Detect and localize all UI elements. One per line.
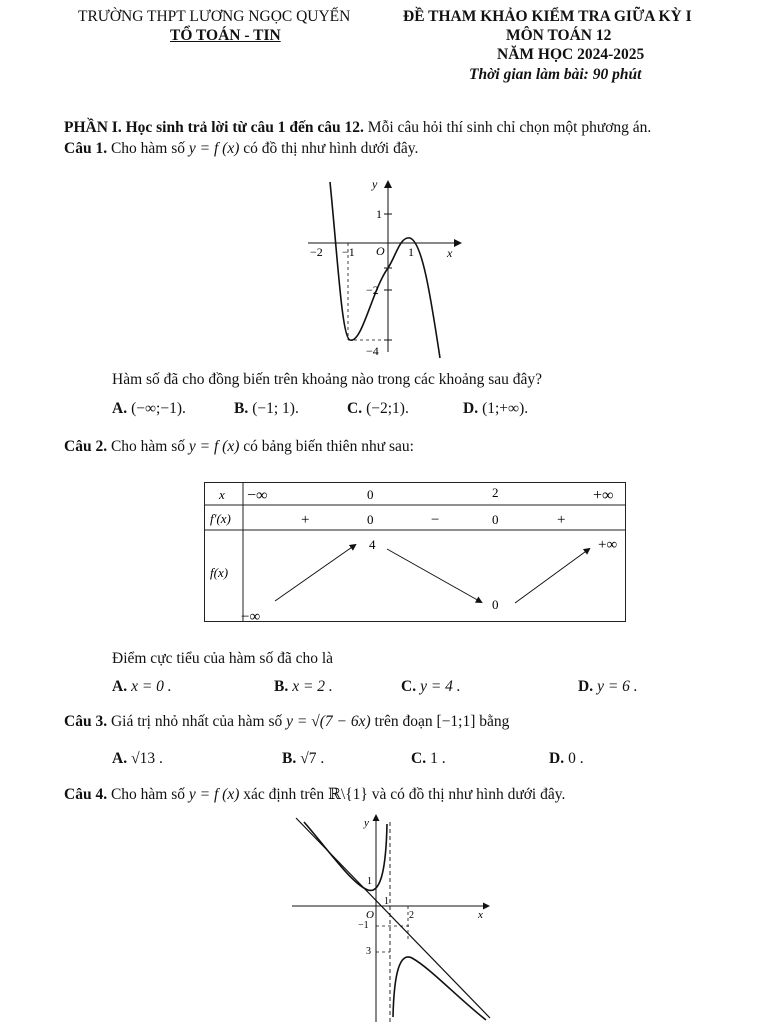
option-value: √7 . [300, 750, 325, 767]
answer-option-d[interactable] [578, 678, 638, 696]
derivative-sign: − [431, 512, 440, 528]
option-value: (−2;1). [366, 400, 409, 417]
y-axis-label: y [372, 177, 378, 191]
question-label: Câu 3. [64, 713, 108, 730]
derivative-sign: + [557, 512, 566, 528]
option-value: (−∞;−1). [131, 400, 186, 417]
function-expression: y = f (x) [188, 140, 240, 157]
answer-option-a[interactable] [112, 400, 186, 418]
option-key: C. [401, 678, 417, 695]
function-expression: y = f (x) [188, 786, 240, 803]
derivative-sign: + [301, 512, 310, 528]
exam-title: ĐỀ THAM KHẢO KIỂM TRA GIỮA KỲ I [403, 8, 692, 25]
question-text: Cho hàm số [107, 140, 189, 157]
option-value: (1;+∞). [482, 400, 529, 417]
origin-label: O [376, 244, 385, 258]
part-title: PHẦN I. Học sinh trả lời từ câu 1 đến câu 12. [64, 119, 364, 136]
tick-label: 2 [409, 910, 414, 921]
question-text: bằng [475, 713, 510, 730]
question-3-stem [64, 713, 509, 731]
option-value: x = 2 . [292, 678, 333, 695]
question-text: Cho hàm số [107, 438, 189, 455]
tick-label: −1 [358, 920, 369, 931]
question-text: Cho hàm số [107, 786, 189, 803]
subject: MÔN TOÁN 12 [506, 27, 612, 44]
school-year: NĂM HỌC 2024-2025 [497, 46, 645, 63]
tick-label: 1 [376, 207, 382, 221]
tick-label: 1 [408, 245, 414, 259]
variation-table [204, 482, 626, 622]
option-key: D. [549, 750, 565, 767]
increase-arrow [515, 549, 589, 603]
school-name: TRƯỜNG THPT LƯƠNG NGỌC QUYẾN [78, 8, 351, 25]
origin-label: O [366, 909, 374, 921]
part-heading [64, 119, 651, 137]
answer-option-c[interactable] [401, 678, 461, 696]
tick-label: −4 [366, 344, 379, 358]
tick-label: −2 [310, 245, 323, 259]
tick-label: −2 [366, 283, 379, 297]
answer-option-b[interactable] [282, 750, 324, 768]
tick-label: −1 [342, 245, 355, 259]
domain: ℝ\{1} [328, 786, 368, 803]
part-instruction: Mỗi câu hỏi thí sinh chỉ chọn một phương án. [363, 119, 652, 136]
x-axis-label: x [478, 909, 483, 921]
answer-option-b[interactable] [274, 678, 333, 696]
answer-option-a[interactable] [112, 678, 172, 696]
x-axis-label: x [447, 246, 453, 260]
question-label: Câu 4. [64, 786, 108, 803]
question-text: xác định trên [239, 786, 329, 803]
option-key: B. [234, 400, 249, 417]
derivative-sign: 0 [367, 512, 374, 527]
option-key: D. [578, 678, 594, 695]
option-key: C. [411, 750, 427, 767]
row-header-x: x [219, 487, 225, 502]
row-header-function: f(x) [210, 565, 229, 580]
question-text: có bảng biến thiên như sau: [239, 438, 414, 455]
answer-option-a[interactable] [112, 750, 163, 768]
function-value: 4 [369, 537, 376, 552]
option-key: A. [112, 750, 128, 767]
option-key: B. [282, 750, 297, 767]
option-value: (−1; 1). [252, 400, 299, 417]
option-key: D. [463, 400, 479, 417]
function-expression: y = f (x) [188, 438, 240, 455]
option-value: x = 0 . [131, 678, 172, 695]
function-value: −∞ [241, 609, 261, 621]
x-value: −∞ [247, 487, 268, 504]
function-curve [330, 182, 440, 358]
answer-option-c[interactable] [347, 400, 409, 418]
department-name: TỔ TOÁN - TIN [170, 27, 281, 44]
question-text: có đồ thị như hình dưới đây. [239, 140, 419, 157]
function-expression: y = √(7 − 6x) [286, 713, 371, 730]
option-key: A. [112, 678, 128, 695]
option-key: C. [347, 400, 363, 417]
decrease-arrow [387, 549, 481, 602]
question-label: Câu 1. [64, 140, 108, 157]
question-1-graph [300, 172, 470, 364]
tick-label: 1 [367, 876, 372, 887]
question-1-stem [64, 140, 418, 158]
answer-option-d[interactable] [463, 400, 528, 418]
option-value: √13 . [131, 750, 163, 767]
option-value: 1 . [430, 750, 446, 767]
row-header-derivative: f′(x) [210, 511, 231, 526]
option-key: B. [274, 678, 289, 695]
option-key: A. [112, 400, 128, 417]
function-value: 0 [492, 597, 499, 612]
x-value: 2 [492, 485, 499, 500]
answer-option-b[interactable] [234, 400, 299, 418]
y-axis-label: y [364, 817, 369, 829]
x-value: 0 [367, 487, 374, 502]
question-text: Giá trị nhỏ nhất của hàm số [107, 713, 287, 730]
question-text: và có đồ thị như hình dưới đây. [367, 786, 566, 803]
tick-label: 1 [384, 896, 389, 907]
question-4-stem [64, 785, 565, 804]
tick-label: 3 [366, 946, 371, 957]
function-value: +∞ [598, 537, 618, 553]
derivative-sign: 0 [492, 512, 499, 527]
question-text: trên đoạn [370, 713, 437, 730]
option-value: 0 . [568, 750, 584, 767]
option-value: y = 4 . [420, 678, 461, 695]
option-value: y = 6 . [597, 678, 638, 695]
answer-option-c[interactable] [411, 750, 446, 768]
question-1-prompt: Hàm số đã cho đồng biến trên khoảng nào trong các khoảng sau đây? [112, 371, 542, 388]
exam-time: Thời gian làm bài: 90 phút [469, 66, 642, 83]
answer-option-d[interactable] [549, 750, 584, 768]
interval: [−1;1] [436, 713, 476, 730]
question-2-prompt: Điểm cực tiểu của hàm số đã cho là [112, 650, 334, 667]
question-4-graph [290, 812, 500, 1028]
x-value: +∞ [593, 487, 614, 504]
question-2-stem [64, 438, 414, 456]
increase-arrow [275, 545, 355, 601]
question-label: Câu 2. [64, 438, 108, 455]
function-curve-left [304, 822, 387, 890]
